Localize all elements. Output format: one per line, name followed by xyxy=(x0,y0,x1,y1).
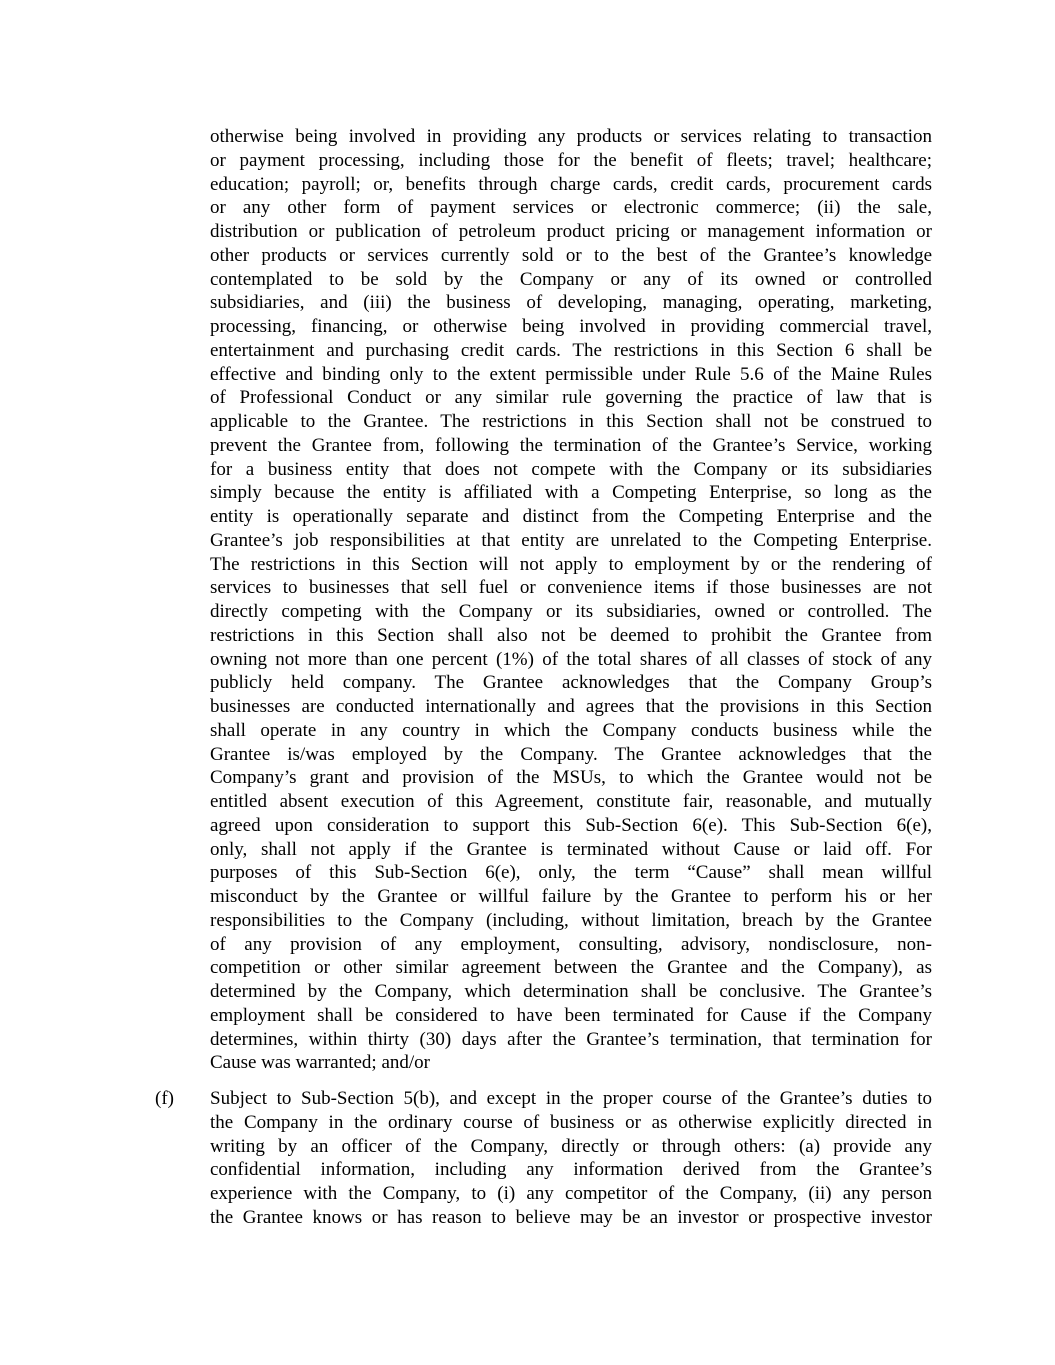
text-line: purposes of this Sub-Section 6(e), only, the term “Cause” shall mean willful xyxy=(210,862,932,884)
text-line: services to businesses that sell fuel or convenience items if those businesses are not xyxy=(210,577,932,599)
text-line: determines, within thirty (30) days after the Grantee’s termination, that termination for xyxy=(210,1028,932,1050)
text-line: simply because the entity is affiliated with a Competing Enterprise, so long as the xyxy=(210,482,932,504)
text-line: applicable to the Grantee. The restrictions in this Section shall not be construed to xyxy=(210,411,932,432)
item-f-marker: (f) xyxy=(155,1088,174,1109)
text-line: of Professional Conduct or any similar rule governing the practice of law that is xyxy=(210,387,932,409)
text-line: of any provision of any employment, consulting, advisory, nondisclosure, non- xyxy=(210,933,932,955)
text-line: determined by the Company, which determination shall be conclusive. The Grantee’s xyxy=(210,981,932,1002)
text-line: subsidiaries, and (iii) the business of developing, managing, operating, marketing, xyxy=(210,292,932,314)
text-line: otherwise being involved in providing any products or services relating to transaction xyxy=(210,126,932,147)
text-line: entity is operationally separate and distinct from the Competing Enterprise and the xyxy=(210,506,932,527)
text-line: Subject to Sub-Section 5(b), and except in the proper course of the Grantee’s duties to xyxy=(210,1088,932,1109)
text-line: for a business entity that does not compete with the Company or its subsidiaries xyxy=(210,458,932,480)
text-line: responsibilities to the Company (including, without limitation, breach by the Grantee xyxy=(210,909,932,931)
text-line: restrictions in this Section shall also not be deemed to prohibit the Grantee from xyxy=(210,624,932,646)
text-line: Company’s grant and provision of the MSUs, to which the Grantee would not be xyxy=(210,767,932,789)
text-line: owning not more than one percent (1%) of the total shares of all classes of stock of any xyxy=(210,648,932,670)
text-line: contemplated to be sold by the Company or any of its owned or controlled xyxy=(210,268,932,290)
text-line: businesses are conducted internationally and agrees that the provisions in this Section xyxy=(210,696,932,717)
text-line: or payment processing, including those for the benefit of fleets; travel; healthcare; xyxy=(210,149,932,171)
text-line: effective and binding only to the extent permissible under Rule 5.6 of the Maine Rules xyxy=(210,363,932,385)
text-line: processing, financing, or otherwise being involved in providing commercial travel, xyxy=(210,316,932,337)
text-line: shall operate in any country in which the Company conducts business while the xyxy=(210,719,932,741)
text-line: publicly held company. The Grantee acknowledges that the Company Group’s xyxy=(210,672,932,694)
text-line: the Grantee knows or has reason to believe may be an investor or prospective investor xyxy=(210,1207,932,1228)
text-line: education; payroll; or, benefits through charge cards, credit cards, procurement cards xyxy=(210,173,932,195)
text-line: entertainment and purchasing credit cards. The restrictions in this Section 6 shall be xyxy=(210,339,932,361)
text-line: The restrictions in this Section will not apply to employment by or the rendering of xyxy=(210,553,932,575)
text-line: distribution or publication of petroleum product pricing or management information or xyxy=(210,221,932,242)
text-line: employment shall be considered to have been terminated for Cause if the Company xyxy=(210,1004,932,1026)
text-line: writing by an officer of the Company, directly or through others: (a) provide any xyxy=(210,1135,932,1157)
text-line: or any other form of payment services or electronic commerce; (ii) the sale, xyxy=(210,197,932,219)
text-line: agreed upon consideration to support this Sub-Section 6(e). This Sub-Section 6(e), xyxy=(210,814,932,836)
text-line: Cause was warranted; and/or xyxy=(210,1052,431,1074)
text-line: the Company in the ordinary course of business or as otherwise explicitly directed in xyxy=(210,1111,932,1133)
text-line: only, shall not apply if the Grantee is terminated without Cause or laid off. For xyxy=(210,838,932,860)
text-line: other products or services currently sold or to the best of the Grantee’s knowledge xyxy=(210,244,932,266)
text-line: Grantee’s job responsibilities at that entity are unrelated to the Competing Enterprise. xyxy=(210,529,932,551)
text-line: entitled absent execution of this Agreement, constitute fair, reasonable, and mutually xyxy=(210,791,932,812)
text-line: experience with the Company, to (i) any competitor of the Company, (ii) any person xyxy=(210,1183,932,1205)
text-line: misconduct by the Grantee or willful failure by the Grantee to perform his or her xyxy=(210,886,932,907)
text-line: directly competing with the Company or its subsidiaries, owned or controlled. The xyxy=(210,601,932,622)
text-line: confidential information, including any information derived from the Grantee’s xyxy=(210,1159,932,1181)
text-line: Grantee is/was employed by the Company. The Grantee acknowledges that the xyxy=(210,743,932,765)
text-line: prevent the Grantee from, following the termination of the Grantee’s Service, working xyxy=(210,434,932,456)
text-line: competition or other similar agreement between the Grantee and the Company), as xyxy=(210,957,932,979)
